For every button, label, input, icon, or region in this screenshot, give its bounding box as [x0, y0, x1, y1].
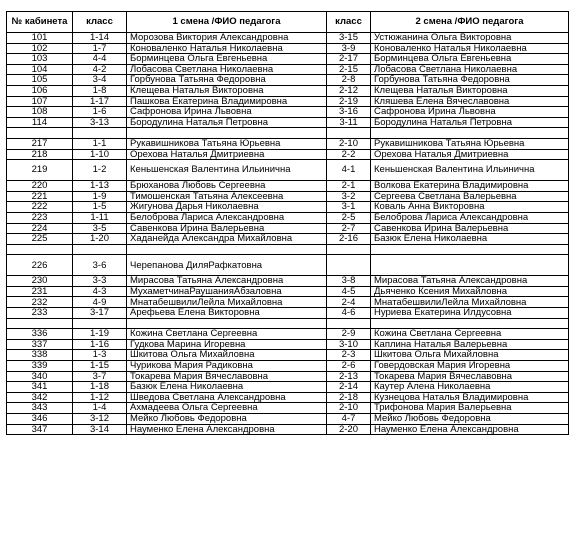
teacher2-cell: Лобасова Светлана Николаевна — [371, 64, 569, 75]
room-cell: 336 — [7, 329, 73, 340]
table-row — [7, 223, 569, 234]
teacher2-cell: Борминцева Ольга Евгеньевна — [371, 54, 569, 65]
room-cell: 337 — [7, 339, 73, 350]
class1-cell — [73, 128, 127, 139]
table-row — [7, 191, 569, 202]
room-cell: 226 — [7, 255, 73, 276]
class2-cell: 2-13 — [327, 371, 371, 382]
class1-cell: 1-20 — [73, 234, 127, 245]
table-row — [7, 286, 569, 297]
teacher2-cell: Сергеева Светлана Валерьевна — [371, 191, 569, 202]
teacher2-cell: Клещева Наталья Викторовна — [371, 85, 569, 96]
table-row — [7, 128, 569, 139]
teacher2-cell: Рукавишникова Татьяна Юрьевна — [371, 138, 569, 149]
room-cell: 342 — [7, 392, 73, 403]
class1-cell: 3-5 — [73, 223, 127, 234]
teacher2-cell: Кузнецова Наталья Владимировна — [371, 392, 569, 403]
class1-cell — [73, 244, 127, 255]
table-row — [7, 276, 569, 287]
teacher1-cell: Клещева Наталья Викторовна — [127, 85, 327, 96]
class2-cell: 2-3 — [327, 350, 371, 361]
class2-cell: 3-16 — [327, 107, 371, 118]
teacher2-cell: Дьяченко Ксения Михайловна — [371, 286, 569, 297]
teacher2-cell: Савенкова Ирина Валерьевна — [371, 223, 569, 234]
teacher2-cell: МнатабешвилиЛейла Михайловна — [371, 297, 569, 308]
class2-cell: 3-15 — [327, 33, 371, 44]
room-cell: 104 — [7, 64, 73, 75]
table-row — [7, 43, 569, 54]
teacher1-cell: Арефьева Елена Викторовна — [127, 308, 327, 319]
class1-cell: 1-8 — [73, 85, 127, 96]
table-row — [7, 138, 569, 149]
class1-cell: 4-3 — [73, 286, 127, 297]
header-class1: класс — [73, 12, 127, 33]
class1-cell: 1-13 — [73, 181, 127, 192]
teacher2-cell: Шкитова Ольга Михайловна — [371, 350, 569, 361]
table-row — [7, 339, 569, 350]
table-body — [7, 33, 569, 435]
class1-cell: 4-4 — [73, 54, 127, 65]
teacher1-cell: Кеньшенская Валентина Ильинична — [127, 160, 327, 181]
table-row — [7, 361, 569, 372]
class1-cell: 1-10 — [73, 149, 127, 160]
table-row — [7, 202, 569, 213]
teacher2-cell: Коваль Анна Викторовна — [371, 202, 569, 213]
class2-cell: 4-6 — [327, 308, 371, 319]
table-row — [7, 382, 569, 393]
teacher1-cell — [127, 318, 327, 329]
room-cell: 343 — [7, 403, 73, 414]
class2-cell: 2-5 — [327, 212, 371, 223]
class2-cell: 2-14 — [327, 382, 371, 393]
teacher1-cell: Борминцева Ольга Евгеньевна — [127, 54, 327, 65]
room-cell: 341 — [7, 382, 73, 393]
teacher2-cell: Мейко Любовь Федоровна — [371, 414, 569, 425]
class2-cell: 2-10 — [327, 403, 371, 414]
table-row — [7, 33, 569, 44]
class1-cell: 1-2 — [73, 160, 127, 181]
class2-cell: 2-8 — [327, 75, 371, 86]
teacher2-cell: Трифонова Мария Валерьевна — [371, 403, 569, 414]
teacher2-cell: Говердовская Мария Игоревна — [371, 361, 569, 372]
header-teacher2: 2 смена /ФИО педагога — [371, 12, 569, 33]
class2-cell — [327, 255, 371, 276]
teacher1-cell: Ахмадеева Ольга Сергеевна — [127, 403, 327, 414]
table-row — [7, 308, 569, 319]
teacher1-cell: Горбунова Татьяна Федоровна — [127, 75, 327, 86]
teacher1-cell: Кожина Светлана Сергеевна — [127, 329, 327, 340]
table-row — [7, 234, 569, 245]
room-cell: 221 — [7, 191, 73, 202]
class1-cell: 3-7 — [73, 371, 127, 382]
teacher1-cell: МнатабешвилиЛейла Михайловна — [127, 297, 327, 308]
room-cell: 340 — [7, 371, 73, 382]
teacher2-cell — [371, 128, 569, 139]
table-row — [7, 424, 569, 435]
teacher2-cell: Волкова Екатерина Владимировна — [371, 181, 569, 192]
teacher1-cell: Орехова Наталья Дмитриевна — [127, 149, 327, 160]
room-cell — [7, 318, 73, 329]
room-cell: 232 — [7, 297, 73, 308]
table-row — [7, 85, 569, 96]
class1-cell: 3-17 — [73, 308, 127, 319]
room-cell: 101 — [7, 33, 73, 44]
teacher1-cell: Коноваленко Наталья Николаевна — [127, 43, 327, 54]
room-cell: 114 — [7, 117, 73, 128]
teacher1-cell: Шведова Светлана Александровна — [127, 392, 327, 403]
class2-cell: 3-2 — [327, 191, 371, 202]
room-cell: 338 — [7, 350, 73, 361]
class1-cell: 1-5 — [73, 202, 127, 213]
room-cell: 346 — [7, 414, 73, 425]
table-row — [7, 96, 569, 107]
header-row — [7, 12, 569, 33]
room-cell: 106 — [7, 85, 73, 96]
class1-cell: 1-14 — [73, 33, 127, 44]
teacher1-cell: Науменко Елена Александровна — [127, 424, 327, 435]
table-row — [7, 244, 569, 255]
room-cell: 347 — [7, 424, 73, 435]
class2-cell: 2-9 — [327, 329, 371, 340]
teacher2-cell: Устюжанина Ольга Викторовна — [371, 33, 569, 44]
teacher2-cell: Токарева Мария Вячеславовна — [371, 371, 569, 382]
class2-cell: 2-7 — [327, 223, 371, 234]
teacher1-cell — [127, 244, 327, 255]
teacher2-cell: Каплина Наталья Валерьевна — [371, 339, 569, 350]
room-cell: 102 — [7, 43, 73, 54]
room-cell: 105 — [7, 75, 73, 86]
room-cell: 218 — [7, 149, 73, 160]
teacher1-cell: Черепанова ДиляРафкатовна — [127, 255, 327, 276]
room-cell: 217 — [7, 138, 73, 149]
teacher2-cell: Сафронова Ирина Львовна — [371, 107, 569, 118]
schedule-table — [6, 11, 569, 435]
teacher1-cell: Лобасова Светлана Николаевна — [127, 64, 327, 75]
table-row — [7, 117, 569, 128]
class1-cell: 1-12 — [73, 392, 127, 403]
table-row — [7, 392, 569, 403]
teacher1-cell: Базюк Елена Николаевна — [127, 382, 327, 393]
teacher1-cell: Савенкова Ирина Валерьевна — [127, 223, 327, 234]
room-cell: 223 — [7, 212, 73, 223]
class2-cell: 2-18 — [327, 392, 371, 403]
class1-cell: 3-3 — [73, 276, 127, 287]
class2-cell — [327, 318, 371, 329]
teacher2-cell — [371, 255, 569, 276]
class1-cell: 1-16 — [73, 339, 127, 350]
room-cell: 224 — [7, 223, 73, 234]
room-cell: 220 — [7, 181, 73, 192]
teacher1-cell: Рукавишникова Татьяна Юрьевна — [127, 138, 327, 149]
class2-cell: 3-11 — [327, 117, 371, 128]
class1-cell: 4-9 — [73, 297, 127, 308]
room-cell: 222 — [7, 202, 73, 213]
class2-cell: 4-5 — [327, 286, 371, 297]
class2-cell — [327, 128, 371, 139]
class2-cell: 4-7 — [327, 414, 371, 425]
teacher1-cell: Чурикова Мария Радиковна — [127, 361, 327, 372]
header-class2: класс — [327, 12, 371, 33]
class2-cell: 2-17 — [327, 54, 371, 65]
room-cell: 233 — [7, 308, 73, 319]
table-row — [7, 403, 569, 414]
teacher1-cell: Токарева Мария Вячеславовна — [127, 371, 327, 382]
class1-cell: 1-7 — [73, 43, 127, 54]
class1-cell: 3-14 — [73, 424, 127, 435]
room-cell: 230 — [7, 276, 73, 287]
teacher2-cell: Орехова Наталья Дмитриевна — [371, 149, 569, 160]
teacher2-cell: Кожина Светлана Сергеевна — [371, 329, 569, 340]
table-row — [7, 318, 569, 329]
teacher1-cell: Брюханова Любовь Сергеевна — [127, 181, 327, 192]
teacher2-cell: Белоброва Лариса Александровна — [371, 212, 569, 223]
class2-cell: 2-20 — [327, 424, 371, 435]
teacher1-cell — [127, 128, 327, 139]
room-cell: 225 — [7, 234, 73, 245]
room-cell — [7, 128, 73, 139]
teacher2-cell: Коноваленко Наталья Николаевна — [371, 43, 569, 54]
teacher2-cell: Мирасова Татьяна Александровна — [371, 276, 569, 287]
teacher1-cell: Мирасова Татьяна Александровна — [127, 276, 327, 287]
class2-cell — [327, 244, 371, 255]
teacher1-cell: Тимошенская Татьяна Алексеевна — [127, 191, 327, 202]
teacher2-cell: Науменко Елена Александровна — [371, 424, 569, 435]
class1-cell: 3-13 — [73, 117, 127, 128]
class1-cell: 1-9 — [73, 191, 127, 202]
room-cell — [7, 244, 73, 255]
class2-cell: 2-2 — [327, 149, 371, 160]
table-row — [7, 160, 569, 181]
class1-cell — [73, 318, 127, 329]
class1-cell: 3-6 — [73, 255, 127, 276]
table-row — [7, 371, 569, 382]
table-row — [7, 54, 569, 65]
class2-cell: 2-16 — [327, 234, 371, 245]
class1-cell: 1-18 — [73, 382, 127, 393]
table-row — [7, 75, 569, 86]
teacher1-cell: Белоброва Лариса Александровна — [127, 212, 327, 223]
table-row — [7, 414, 569, 425]
room-cell: 108 — [7, 107, 73, 118]
table-row — [7, 350, 569, 361]
teacher2-cell: Нуриева Екатерина Илдусовна — [371, 308, 569, 319]
header-teacher1: 1 смена /ФИО педагога — [127, 12, 327, 33]
class1-cell: 1-4 — [73, 403, 127, 414]
teacher1-cell: Гудкова Марина Игоревна — [127, 339, 327, 350]
teacher1-cell: Бородулина Наталья Петровна — [127, 117, 327, 128]
table-row — [7, 107, 569, 118]
table-row — [7, 297, 569, 308]
class1-cell: 1-3 — [73, 350, 127, 361]
teacher2-cell — [371, 318, 569, 329]
table-row — [7, 181, 569, 192]
table-row — [7, 149, 569, 160]
teacher2-cell: Базюк Елена Николаевна — [371, 234, 569, 245]
teacher2-cell: Кеньшенская Валентина Ильинична — [371, 160, 569, 181]
teacher1-cell: Жигунова Дарья Николаевна — [127, 202, 327, 213]
class2-cell: 2-19 — [327, 96, 371, 107]
teacher1-cell: Хаданейда Александра Михайловна — [127, 234, 327, 245]
room-cell: 103 — [7, 54, 73, 65]
class2-cell: 2-6 — [327, 361, 371, 372]
class2-cell: 3-1 — [327, 202, 371, 213]
teacher1-cell: МухаметчинаРаушанияАбзаловна — [127, 286, 327, 297]
class1-cell: 1-6 — [73, 107, 127, 118]
teacher2-cell: Каутер Алена Николаевна — [371, 382, 569, 393]
teacher2-cell: Бородулина Наталья Петровна — [371, 117, 569, 128]
table-row — [7, 64, 569, 75]
header-room: № кабинета — [7, 12, 73, 33]
class2-cell: 3-8 — [327, 276, 371, 287]
room-cell: 339 — [7, 361, 73, 372]
table-row — [7, 255, 569, 276]
table-row — [7, 329, 569, 340]
teacher1-cell: Шкитова Ольга Михайловна — [127, 350, 327, 361]
teacher2-cell — [371, 244, 569, 255]
teacher2-cell: Кляшева Елена Вячеславовна — [371, 96, 569, 107]
teacher1-cell: Мейко Любовь Федоровна — [127, 414, 327, 425]
class1-cell: 1-11 — [73, 212, 127, 223]
class1-cell: 3-12 — [73, 414, 127, 425]
room-cell: 219 — [7, 160, 73, 181]
class2-cell: 2-1 — [327, 181, 371, 192]
class2-cell: 2-10 — [327, 138, 371, 149]
table-row — [7, 212, 569, 223]
teacher1-cell: Сафронова Ирина Львовна — [127, 107, 327, 118]
class1-cell: 3-4 — [73, 75, 127, 86]
class1-cell: 1-19 — [73, 329, 127, 340]
class2-cell: 3-10 — [327, 339, 371, 350]
room-cell: 231 — [7, 286, 73, 297]
teacher1-cell: Пашкова Екатерина Владимировна — [127, 96, 327, 107]
class1-cell: 4-2 — [73, 64, 127, 75]
teacher2-cell: Горбунова Татьяна Федоровна — [371, 75, 569, 86]
class1-cell: 1-1 — [73, 138, 127, 149]
room-cell: 107 — [7, 96, 73, 107]
class2-cell: 4-1 — [327, 160, 371, 181]
class2-cell: 3-9 — [327, 43, 371, 54]
teacher1-cell: Морозова Виктория Александровна — [127, 33, 327, 44]
class2-cell: 2-12 — [327, 85, 371, 96]
class2-cell: 2-4 — [327, 297, 371, 308]
class1-cell: 1-15 — [73, 361, 127, 372]
class2-cell: 2-15 — [327, 64, 371, 75]
class1-cell: 1-17 — [73, 96, 127, 107]
